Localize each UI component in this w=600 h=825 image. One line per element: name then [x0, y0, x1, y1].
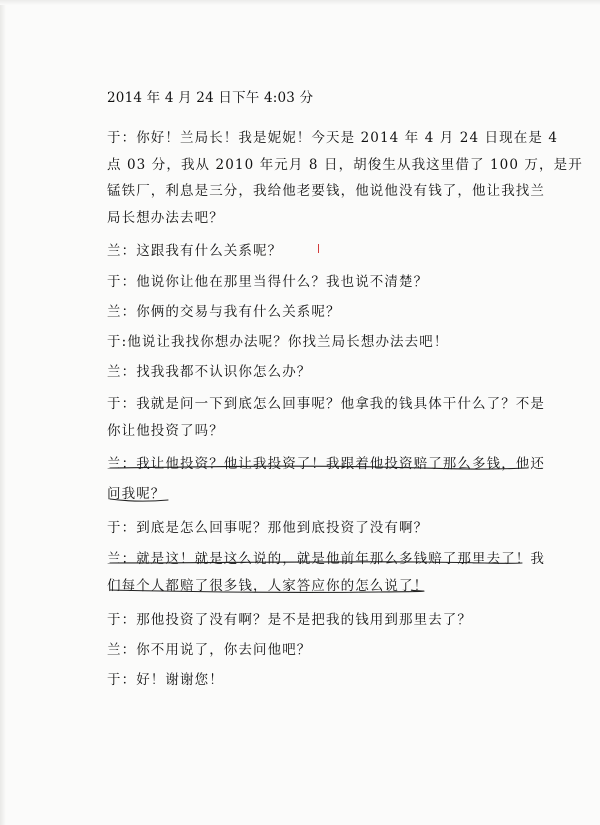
highlighted-transcript-line: 问我呢？: [107, 486, 166, 502]
transcript-line: 于：那他投资了没有啊？是不是把我的钱用到那里去了？: [107, 612, 472, 628]
transcript-line: 点 03 分，我从 2010 年元月 8 日，胡俊生从我这里借了 100 万，是开: [107, 157, 583, 173]
transcript-line: 兰：这跟我有什么关系呢？: [107, 243, 283, 259]
transcript-line: 于：好！谢谢您！: [107, 672, 224, 688]
transcript-line: 于：你好！兰局长！我是妮妮！今天是 2014 年 4 月 24 日现在是 4: [107, 130, 559, 146]
highlighted-transcript-line: 们每个人都赔了很多钱，人家答应你的怎么说了！: [107, 578, 429, 594]
transcript-line: 于：他说你让他在那里当得什么？我也说不清楚？: [107, 274, 429, 290]
highlighted-transcript-line: 兰：就是这！就是这么说的，就是他前年那么多钱赔了那里去了！我: [107, 551, 545, 567]
scan-edge-top: [0, 0, 600, 5]
document-date: 2014 年 4 月 24 日下午 4:03 分: [107, 90, 314, 106]
transcript-line: 于:他说让我找你想办法呢？你找兰局长想办法去吧！: [107, 334, 449, 350]
transcript-line: 于：到底是怎么回事呢？那他到底投资了没有啊？: [107, 520, 429, 536]
transcript-line: 你让他投资了吗？: [107, 423, 224, 439]
transcript-line: 兰：找我我都不认识你怎么办？: [107, 364, 312, 380]
highlighted-transcript-line: 兰：我让他投资？他让我投资了！我跟着他投资赔了那么多钱，他还: [107, 456, 545, 472]
red-pen-mark: [318, 244, 319, 253]
transcript-line: 锰铁厂，利息是三分，我给他老要钱，他说他没有钱了，他让我找兰: [107, 183, 545, 199]
scan-edge: [0, 0, 6, 825]
transcript-line: 兰：你俩的交易与我有什么关系呢？: [107, 304, 341, 320]
transcript-line: 局长想办法去吧？: [107, 210, 224, 226]
transcript-line: 于：我就是问一下到底怎么回事呢？他拿我的钱具体干什么了？不是: [107, 396, 545, 412]
transcript-line: 兰：你不用说了，你去问他吧？: [107, 642, 312, 658]
